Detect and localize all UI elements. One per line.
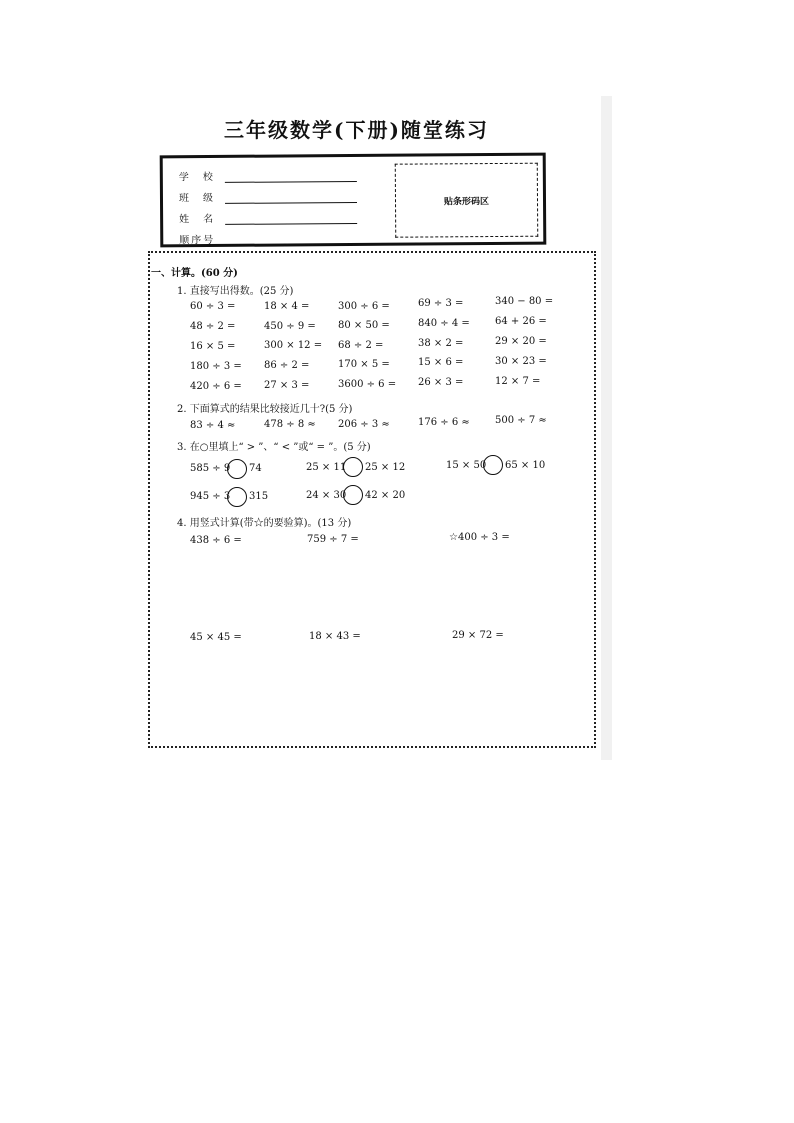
q2-item: 206 ÷ 3 ≈	[338, 419, 390, 430]
q1-item: 80 × 50 =	[338, 320, 390, 331]
field-line	[225, 170, 357, 183]
school-field	[179, 167, 357, 183]
q3-left: 585 ÷ 9	[190, 463, 231, 474]
q2-heading: 2. 下面算式的结果比较接近几十?(5 分)	[177, 404, 353, 415]
q3-left: 945 ÷ 3	[190, 491, 231, 502]
q3-left: 24 × 30	[306, 490, 347, 501]
q1-item: 18 × 4 =	[264, 301, 310, 312]
answer-circle[interactable]	[483, 455, 503, 475]
q3-right: 42 × 20	[365, 490, 406, 501]
answer-circle[interactable]	[227, 487, 247, 507]
answer-circle[interactable]	[343, 485, 363, 505]
student-info-box	[160, 153, 547, 248]
section-heading: 一、计算。(60 分)	[151, 268, 238, 279]
answer-circle[interactable]	[343, 457, 363, 477]
q1-item: 29 × 20 =	[495, 336, 547, 347]
q4-heading: 4. 用竖式计算(带☆的要验算)。(13 分)	[177, 518, 352, 529]
q1-item: 69 ÷ 3 =	[418, 298, 464, 309]
q3-right: 315	[249, 491, 269, 502]
q1-item: 64 + 26 =	[495, 316, 547, 327]
q1-item: 450 ÷ 9 =	[264, 321, 316, 332]
scan-edge-shadow	[601, 96, 612, 760]
q1-item: 840 ÷ 4 =	[418, 318, 470, 329]
q2-item: 176 ÷ 6 ≈	[418, 417, 470, 428]
q2-item: 478 ÷ 8 ≈	[264, 419, 316, 430]
q1-item: 86 ÷ 2 =	[264, 360, 310, 371]
q1-heading: 1. 直接写出得数。(25 分)	[177, 286, 294, 297]
q4-item: 18 × 43 =	[309, 631, 361, 642]
q4-item: 759 ÷ 7 =	[307, 534, 359, 545]
q4-item: ☆400 ÷ 3 =	[449, 532, 510, 543]
field-label: 学 校	[178, 171, 215, 184]
q2-item: 500 ÷ 7 ≈	[495, 415, 547, 426]
page-title: 三年级数学(下册)随堂练习	[224, 118, 489, 142]
q1-item: 300 ÷ 6 =	[338, 301, 390, 312]
field-line	[225, 191, 357, 204]
class-field	[179, 188, 357, 204]
field-label: 姓 名	[179, 213, 216, 226]
q1-item: 180 ÷ 3 =	[190, 361, 242, 372]
field-label: 顺序号	[179, 234, 216, 247]
q3-right: 25 × 12	[365, 462, 406, 473]
q1-item: 38 × 2 =	[418, 338, 464, 349]
q3-right: 74	[249, 463, 262, 474]
barcode-area: 贴条形码区	[395, 163, 539, 238]
field-line	[225, 233, 357, 246]
q1-item: 340 − 80 =	[495, 296, 554, 307]
q1-item: 170 × 5 =	[338, 359, 390, 370]
field-line	[225, 212, 357, 225]
q4-item: 438 ÷ 6 =	[190, 535, 242, 546]
q1-item: 48 ÷ 2 =	[190, 321, 236, 332]
q3-left: 15 × 50	[446, 460, 487, 471]
q3-right: 65 × 10	[505, 460, 546, 471]
q1-item: 300 × 12 =	[264, 340, 323, 351]
order-number-field	[179, 230, 357, 246]
q1-item: 12 × 7 =	[495, 376, 541, 387]
q1-item: 420 ÷ 6 =	[190, 381, 242, 392]
q1-item: 26 × 3 =	[418, 377, 464, 388]
q1-item: 30 × 23 =	[495, 356, 547, 367]
field-label: 班 级	[178, 192, 216, 205]
q1-item: 68 ÷ 2 =	[338, 340, 384, 351]
q1-item: 16 × 5 =	[190, 341, 236, 352]
q3-heading: 3. 在○里填上“ > ”、“ < ”或“ = ”。(5 分)	[177, 442, 371, 453]
answer-circle[interactable]	[227, 459, 247, 479]
q3-left: 25 × 11	[306, 462, 347, 473]
q1-item: 3600 ÷ 6 =	[338, 379, 397, 390]
q1-item: 60 ÷ 3 =	[190, 301, 236, 312]
q4-item: 45 × 45 =	[190, 632, 242, 643]
q1-item: 27 × 3 =	[264, 380, 310, 391]
q4-item: 29 × 72 =	[452, 630, 504, 641]
q1-item: 15 × 6 =	[418, 357, 464, 368]
name-field	[179, 209, 357, 225]
q2-item: 83 ÷ 4 ≈	[190, 420, 236, 431]
